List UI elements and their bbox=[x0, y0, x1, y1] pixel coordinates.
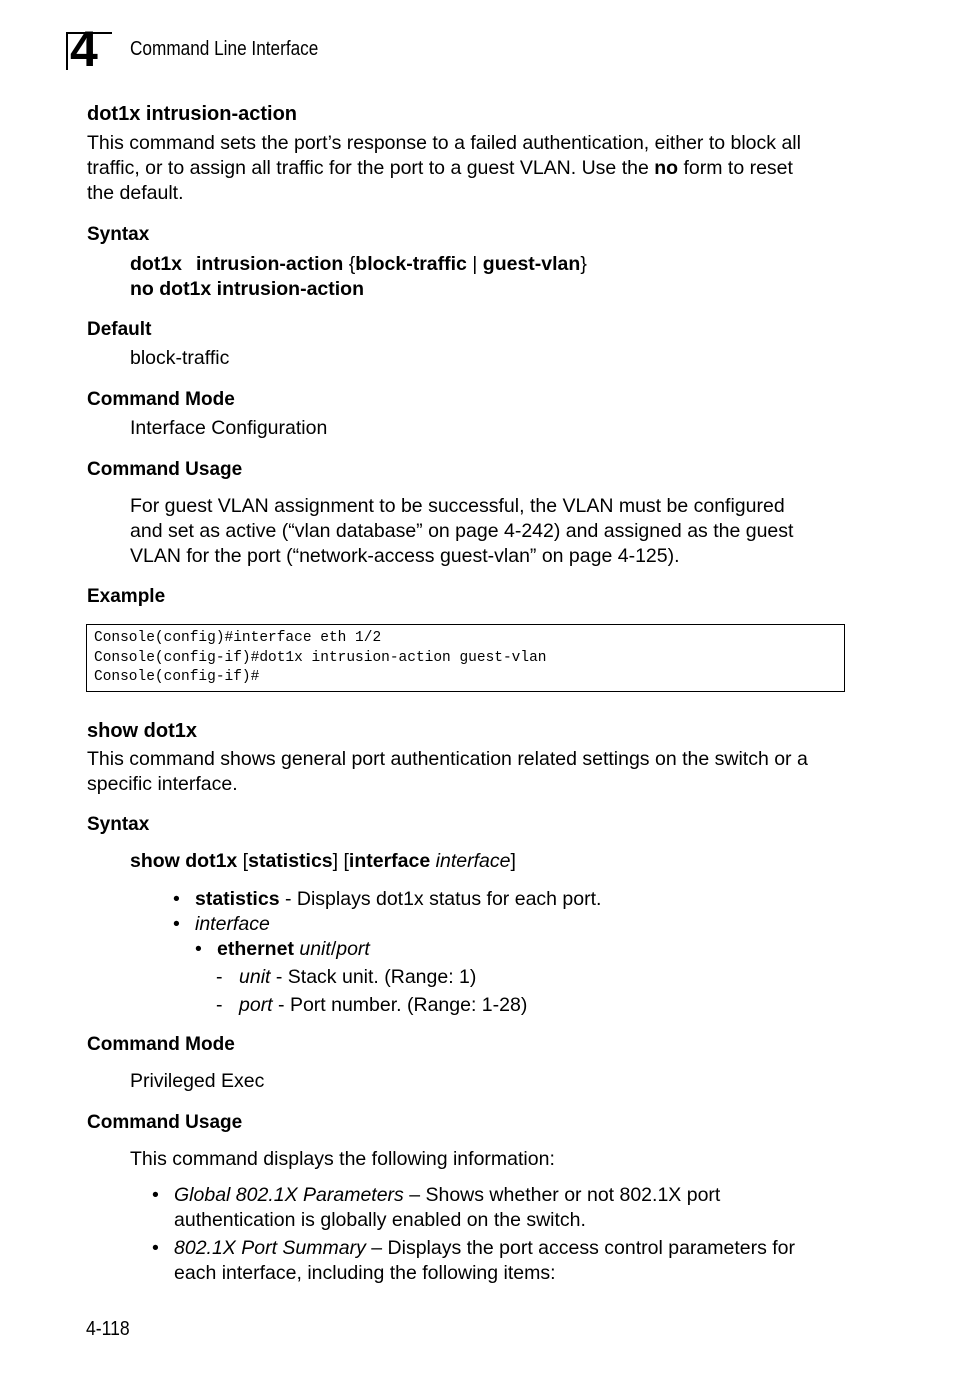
command-mode-heading: Command Mode bbox=[87, 1034, 235, 1055]
command-description: This command shows general port authentication related settings on the switch or a specific interface. bbox=[87, 748, 808, 795]
command-usage-heading: Command Usage bbox=[87, 459, 243, 480]
code-listing: Console(config)#interface eth 1/2 Console(config-if)#dot1x intrusion-action guest-vlan Console(config-if)# bbox=[94, 630, 547, 685]
bullet-marker: • bbox=[152, 1237, 159, 1259]
command-mode-value: Interface Configuration bbox=[130, 417, 328, 439]
bullet-marker: • bbox=[152, 1184, 159, 1206]
syntax-line: dot1x intrusion-action {block-traffic | guest-vlan} bbox=[130, 253, 587, 275]
usage-item: Global 802.1X Parameters – Shows whether or not 802.1X port authentication is globally enabled on the switch. bbox=[174, 1184, 721, 1231]
command-usage-text: For guest VLAN assignment to be successful, the VLAN must be configured and set as active (“vlan database” on page 4-242) and assigned as the guest VLAN for the port (“network-access guest-vlan” on page 4-125). bbox=[130, 495, 794, 567]
syntax-no-form: no dot1x intrusion-action bbox=[130, 278, 364, 300]
syntax-block bbox=[130, 252, 587, 302]
syntax-heading: Syntax bbox=[87, 224, 150, 245]
param-interface: interface bbox=[195, 913, 270, 935]
param-unit: unit - Stack unit. (Range: 1) bbox=[239, 966, 477, 988]
bullet-marker: • bbox=[195, 938, 202, 960]
bullet-marker: • bbox=[173, 913, 180, 935]
param-ethernet: ethernet unit/port bbox=[217, 938, 370, 960]
param-statistics: statistics - Displays dot1x status for each port. bbox=[195, 888, 602, 910]
command-usage-intro: This command displays the following information: bbox=[130, 1148, 555, 1170]
usage-item: 802.1X Port Summary – Displays the port access control parameters for each interface, including the following items: bbox=[174, 1237, 796, 1284]
command-mode-value: Privileged Exec bbox=[130, 1070, 265, 1092]
running-header-title: Command Line Interface bbox=[130, 38, 319, 60]
command-title: show dot1x bbox=[87, 720, 198, 742]
bullet-marker: • bbox=[173, 888, 180, 910]
syntax-line: show dot1x [statistics] [interface interface] bbox=[130, 850, 516, 872]
default-value: block-traffic bbox=[130, 347, 230, 369]
page-number: 4-118 bbox=[86, 1318, 130, 1340]
syntax-heading: Syntax bbox=[87, 814, 150, 835]
command-usage-heading: Command Usage bbox=[87, 1112, 243, 1133]
command-mode-heading: Command Mode bbox=[87, 389, 235, 410]
command-description: This command sets the port’s response to a failed authentication, either to block all traffic, or to assign all traffic for the port to a guest VLAN. Use the no form to reset the default. bbox=[87, 132, 801, 204]
example-heading: Example bbox=[87, 586, 166, 607]
dash-marker: - bbox=[216, 966, 223, 988]
command-title: dot1x intrusion-action bbox=[87, 103, 297, 125]
default-heading: Default bbox=[87, 319, 152, 340]
param-port: port - Port number. (Range: 1-28) bbox=[239, 994, 528, 1016]
dash-marker: - bbox=[216, 994, 223, 1016]
example-code-box bbox=[86, 624, 845, 692]
chapter-number: 4 bbox=[70, 21, 98, 77]
